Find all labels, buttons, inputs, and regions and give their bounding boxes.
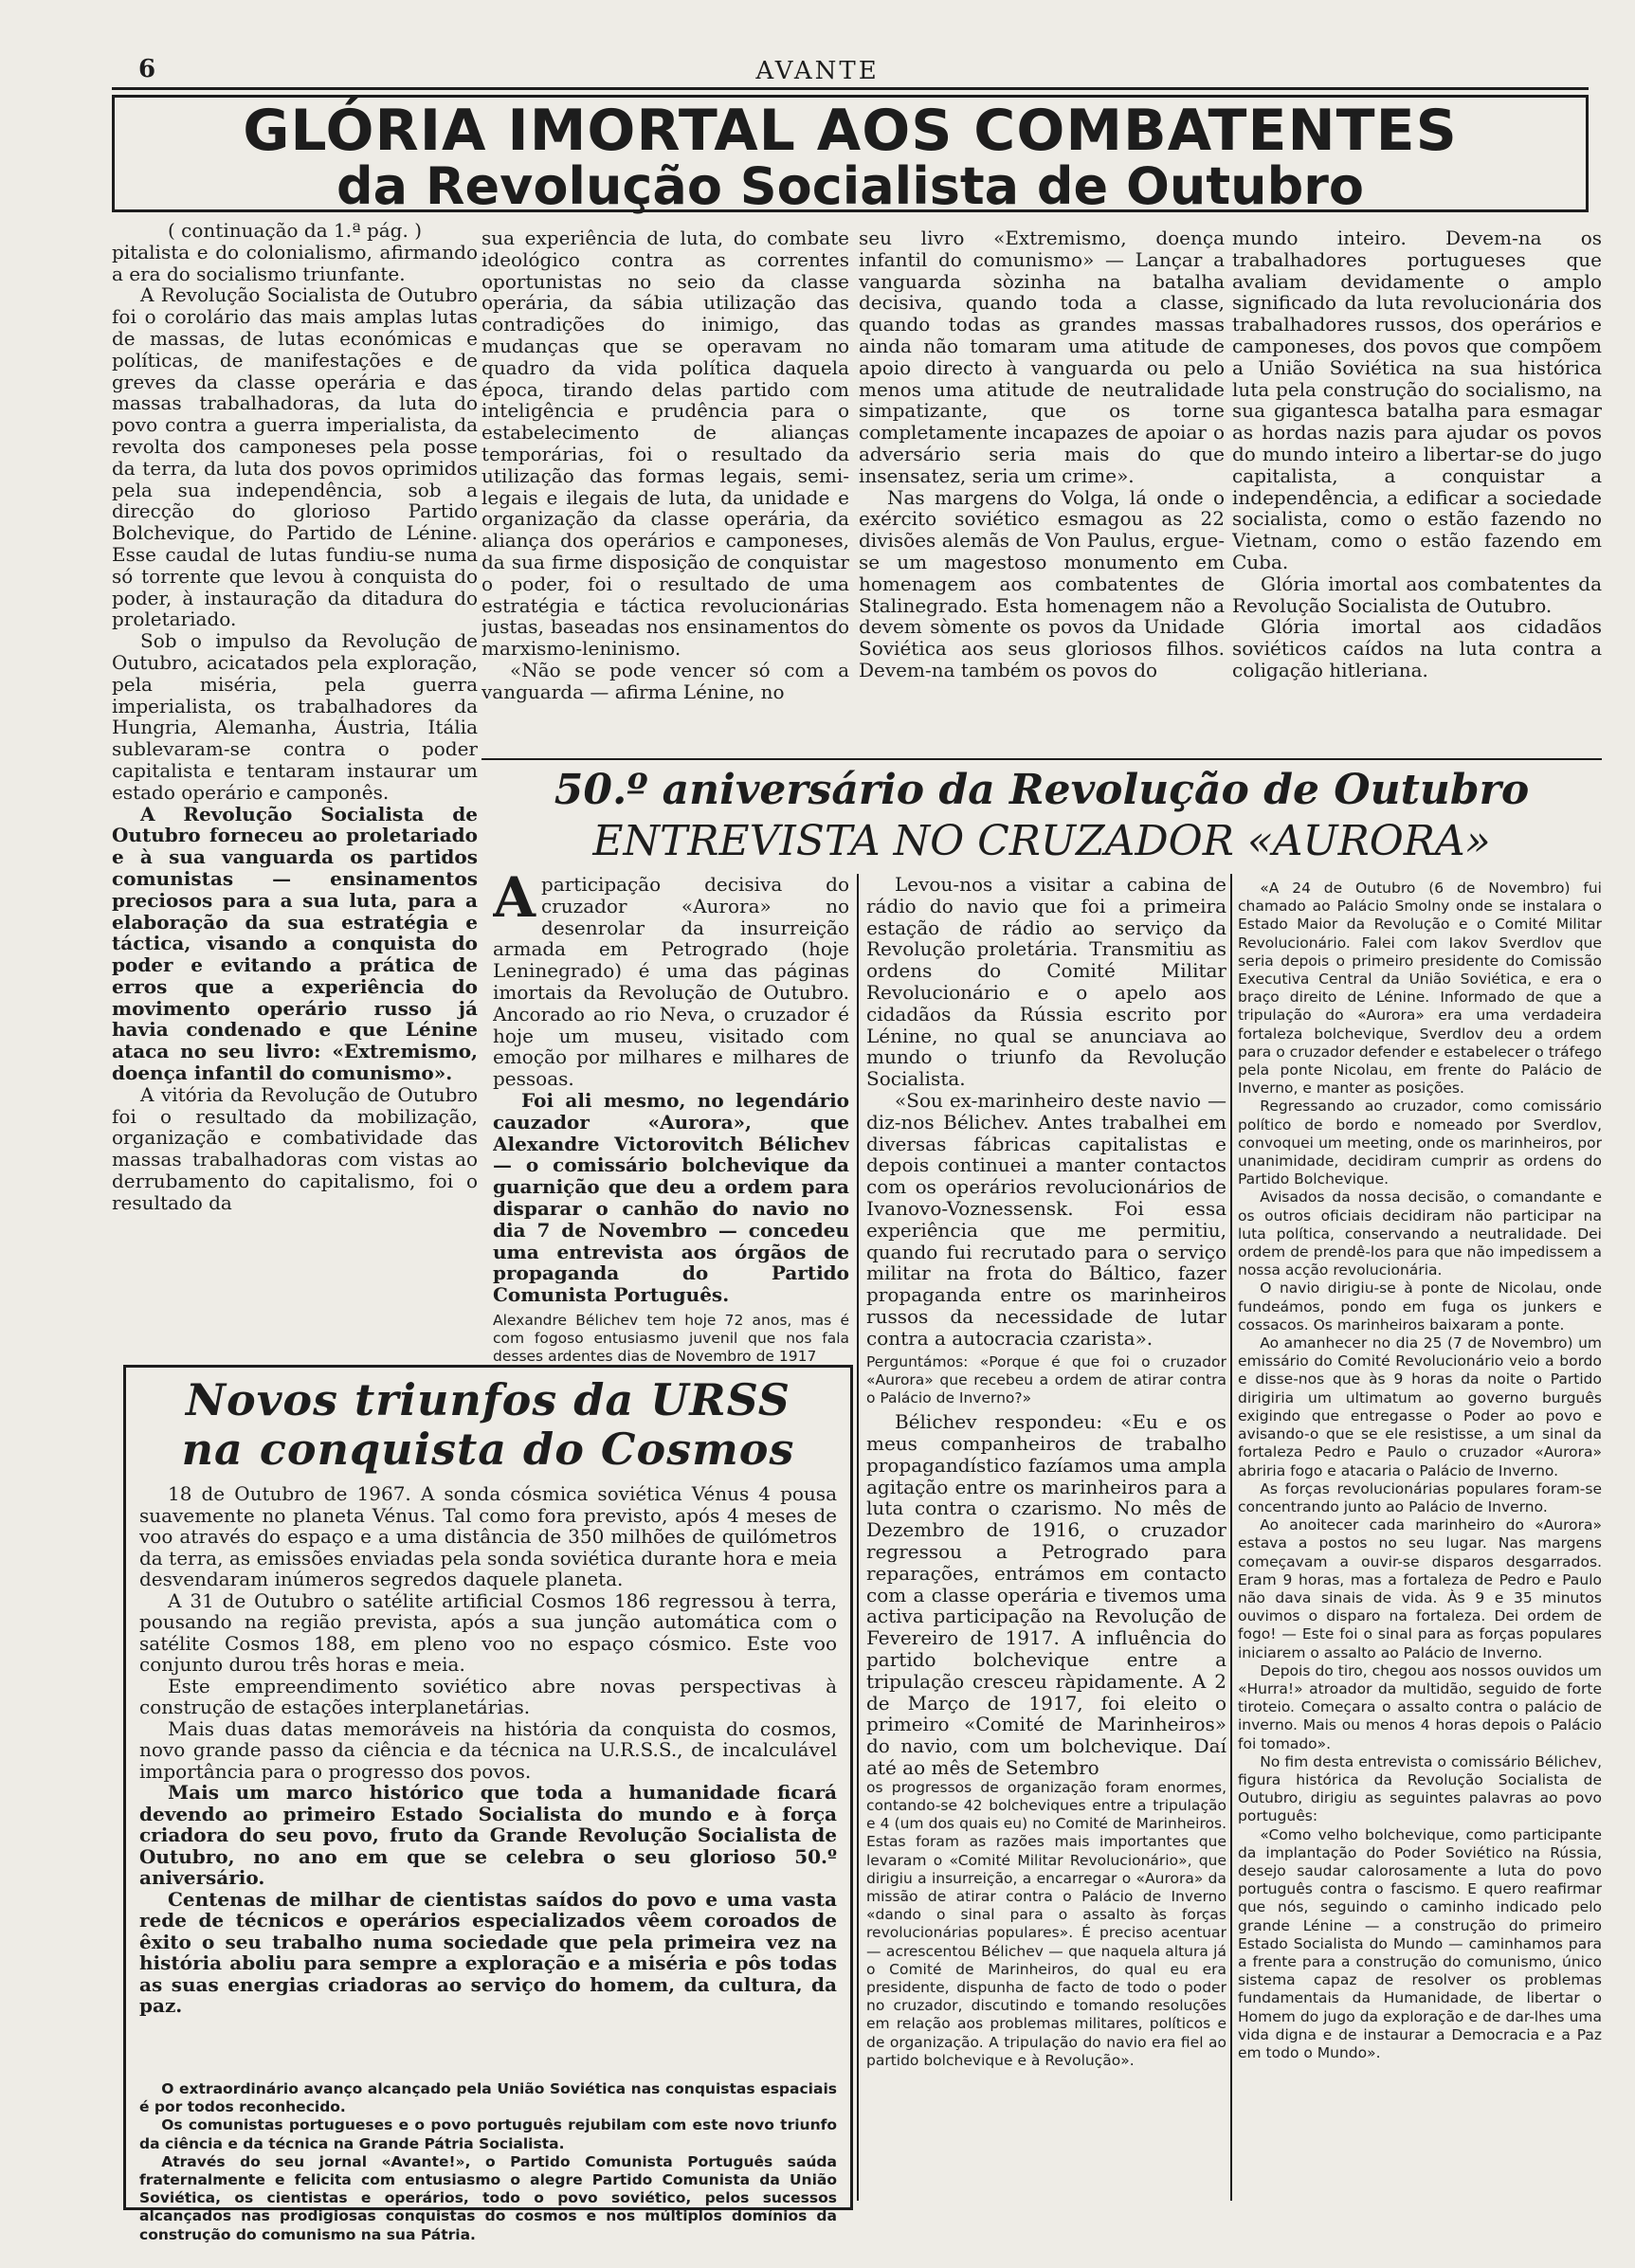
article-paragraph: Mais um marco histórico que toda a humanidade ficará devendo ao primeiro Estado Socialista do mundo e à força criadora do seu povo, fruto da Grande Revolução Socialista de Outubro, no ano em que se celebra o seu glorioso 50.º aniversário. bbox=[139, 1781, 837, 1889]
headline-line-2: da Revolução Socialista de Outubro bbox=[336, 156, 1364, 216]
article-paragraph: As forças revolucionárias populares foram-se concentrando junto ao Palácio de Inverno. bbox=[1238, 1479, 1602, 1515]
cosmos-article-box bbox=[123, 1365, 853, 2243]
article-paragraph: Este empreendimento soviético abre novas perspectivas à construção de estações interplanetárias. bbox=[139, 1674, 837, 1718]
article-paragraph: participação decisiva do cruzador «Aurora» no desenrolar da insurreição armada em Petrogrado (hoje Leninegrado) é uma das páginas imortais da Revolução de Outubro. Ancorado ao rio Neva, o cruzador é hoje um museu, visitado com emoção por milhares e milhares de pessoas. bbox=[493, 874, 849, 1091]
article-paragraph: A Revolução Socialista de Outubro forneceu ao proletariado e à sua vanguarda os partidos comunistas — ensinamentos preciosos para a sua luta, para a elaboração da sua estratégia e táctica, visando a conquista do poder e evitando a prática de erros que a experiência do movimento operário russo já havia condenado e que Lénine ataca no seu livro: «Extremismo, doença infantil do comunismo». bbox=[112, 802, 478, 1085]
publication-name: AVANTE bbox=[755, 57, 880, 85]
article-paragraph: Através do seu jornal «Avante!», o Partido Comunista Português saúda fraternalmente e felicita com entusiasmo o alegre Partido Comunista da União Soviética, os cientistas e operários, todo o povo soviético, pelos sucessos alcançados nas prodigiosas conquistas do cosmos e nos múltiplos domínios da construção do comunismo na sua Pátria. bbox=[139, 2152, 837, 2243]
article-paragraph: sua experiência de luta, do combate ideológico contra as correntes oportunistas no seio da classe operária, da sábia utilização das contradições do inimigo, das mudanças que se operavam no quadro da vida política daquela época, tirando delas partido com inteligência e prudência para o estabelecimento de alianças temporárias, foi o resultado da utilização das formas legais, semi-legais e ilegais de luta, da unidade e organização da classe operária, da aliança dos operários e camponeses, da sua firme disposição de conquistar o poder, foi o resultado de uma estratégia e táctica revolucionárias justas, baseadas nos ensinamentos do marxismo-leninismo. bbox=[481, 227, 849, 661]
article-paragraph: Mais duas datas memoráveis na história da conquista do cosmos, novo grande passo da ciência e da técnica na U.R.S.S., de incalculável importância para o progresso dos povos. bbox=[139, 1716, 837, 1783]
article-paragraph: pitalista e do colonialismo, afirmando a era do socialismo triunfante. bbox=[112, 240, 478, 285]
article-paragraph: Avisados da nossa decisão, o comandante e os outros oficiais decidiram não participar na luta política, conservando a neutralidade. Dei ordem de prendê-los para que não impedissem a nossa acção revolucionária. bbox=[1238, 1188, 1602, 1279]
drop-cap: A bbox=[493, 874, 536, 930]
article-paragraph: Glória imortal aos combatentes da Revolução Socialista de Outubro. bbox=[1232, 572, 1602, 617]
header-rule bbox=[112, 87, 1589, 90]
article-paragraph: Centenas de milhar de cientistas saídos do povo e uma vasta rede de técnicos e operários especializados vêem coroados de êxito o seu trabalho numa sociedade que pela primeira vez na história aboliu para sempre a exploração e a miséria e pôs todas as suas energias criadoras ao serviço do homem, da cultura, da paz. bbox=[139, 1887, 837, 2017]
column-divider bbox=[1230, 874, 1232, 2201]
main-article-column-4 bbox=[1232, 227, 1602, 751]
article-paragraph: 18 de Outubro de 1967. A sonda cósmica soviética Vénus 4 pousa suavemente no planeta Vénus. Tal como fora previsto, após 4 meses de voo através do espaço e a uma distância de 350 milhões de quilómetros da terra, as emissões enviadas pela sonda soviética durante hora e meia desvendaram inúmeros segredos daquele planeta. bbox=[139, 1483, 837, 1590]
article-paragraph: A Revolução Socialista de Outubro foi o corolário das mais amplas lutas de massas, de lutas económicas e políticas, de manifestações e de greves da classe operária e das massas trabalhadoras, da luta do povo contra a guerra imperialista, da revolta dos camponeses pela posse da terra, da luta dos povos oprimidos pela sua independência, sob a direcção do glorioso Partido Bolchevique, do Partido de Lénine. Esse caudal de lutas fundiu-se numa só torrente que levou à conquista do poder, à instauração da ditadura do proletariado. bbox=[112, 283, 478, 631]
article-paragraph: Ao amanhecer no dia 25 (7 de Novembro) um emissário do Comité Revolucionário veio a bordo e disse-nos que às 9 horas da noite o Partido dirigiria um ultimatum ao governo burguês exigindo que entregasse o Poder ao povo e avisando-o que se ele resistisse, a um sinal da fortaleza Pedro e Paulo o cruzador «Aurora» abriria fogo e atacaria o Palácio de Inverno. bbox=[1238, 1334, 1602, 1479]
section-rule bbox=[481, 758, 1602, 760]
cosmos-body bbox=[139, 1483, 837, 2080]
aurora-headline: ENTREVISTA NO CRUZADOR «AURORA» bbox=[592, 817, 1491, 865]
article-paragraph: Ao anoitecer cada marinheiro do «Aurora» estava a postos no seu lugar. Nas margens começavam a ouvir-se disparos desgarrados. Eram 9 horas, mas a fortaleza de Pedro e Paulo não dava sinais de vida. Às 9 e 35 minutos ouvimos o disparo na fortaleza. Dei ordem de fogo! — Este foi o sinal para as forças populares iniciarem o assalto ao Palácio de Inverno. bbox=[1238, 1516, 1602, 1661]
page-number: 6 bbox=[138, 55, 156, 83]
article-paragraph: Regressando ao cruzador, como comissário político de bordo e nomeado por Sverdlov, convoquei um meeting, onde os marinheiros, por unanimidade, decidiram cumprir as ordens do Partido Bolchevique. bbox=[1238, 1098, 1602, 1188]
cosmos-footnotes bbox=[139, 2080, 837, 2244]
main-article-column-1 bbox=[112, 220, 478, 1348]
main-article-column-2 bbox=[481, 227, 849, 751]
cosmos-title-line-1: Novos triunfos da URSS bbox=[185, 1374, 791, 1425]
article-paragraph: Nas margens do Volga, lá onde o exército soviético esmagou as 22 divisões alemãs de Von Paulus, ergue-se um magestoso monumento em homenagem aos combatentes de Stalinegrado. Esta homenagem não a devem sòmente os povos da Unidade Soviética aos seus gloriosos filhos. Devem-na também os povos do bbox=[859, 485, 1225, 681]
article-paragraph: Sob o impulso da Revolução de Outubro, acicatados pela exploração, pela miséria, pela guerra imperialista, os trabalhadores da Hungria, Alemanha, Áustria, Itália sublevaram-se contra o poder capitalista e tentaram instaurar um estado operário e camponês. bbox=[112, 629, 478, 804]
main-headline-banner bbox=[112, 95, 1589, 216]
article-small-text: os progressos de organização foram enormes, contando-se 42 bolcheviques entre a tripulação e 4 (um dos quais eu) no Comité de Marinheiros. Estas foram as razões mais importantes que levaram o «Comité Militar Revolucionário», que dirigiu a insurreição, a encarregar o «Aurora» da missão de atirar contra o Palácio de Inverno «dando o sinal para o assalto às forças revolucionárias populares». É preciso acentuar — acrescentou Bélichev — que naquela altura já o Comité de Marinheiros, do qual eu era presidente, dispunha de facto de todo o poder no cruzador, discutindo e tomando resoluções em relação aos problemas militares, políticos e de organização. A tripulação do navio era fiel ao partido bolchevique e à Revolução». bbox=[866, 1778, 1226, 2069]
article-paragraph: «Não se pode vencer só com a vanguarda — afirma Lénine, no bbox=[481, 658, 849, 703]
article-paragraph: Os comunistas portugueses e o povo português rejubilam com este novo triunfo da ciência e da técnica na Grande Pátria Socialista. bbox=[139, 2116, 837, 2152]
column-divider bbox=[857, 874, 859, 2201]
article-paragraph: O navio dirigiu-se à ponte de Nicolau, onde fundeámos, pondo em fuga os junkers e cossacos. Os marinheiros baixaram a ponte. bbox=[1238, 1279, 1602, 1334]
aurora-column-3 bbox=[1238, 880, 1602, 2206]
aurora-kicker: 50.º aniversário da Revolução de Outubro bbox=[554, 766, 1530, 814]
article-paragraph: Levou-nos a visitar a cabina de rádio do navio que foi a primeira estação de rádio ao serviço da Revolução proletária. Transmitiu as ordens do Comité Militar Revolucionário e o apelo aos cidadãos da Rússia escrito por Lénine, no qual se anunciava ao mundo o triunfo da Revolução Socialista. bbox=[866, 874, 1226, 1091]
photo-caption: Alexandre Bélichev tem hoje 72 anos, mas é com fogoso entusiasmo juvenil que nos fala desses ardentes dias de Novembro de 1917 bbox=[493, 1311, 849, 1366]
main-article-column-3 bbox=[859, 227, 1225, 751]
article-paragraph: mundo inteiro. Devem-na os trabalhadores portugueses que avaliam devidamente o amplo significado da luta revolucionária dos trabalhadores russos, dos operários e camponeses, dos povos que compõem a União Soviética na sua histórica luta pela construção do socialismo, na sua gigantesca batalha para esmagar as hordas nazis para ajudar os povos do mundo inteiro a libertar-se do jugo capitalista, a conquistar a independência, a edificar a sociedade socialista, como o estão fazendo no Vietnam, como o estão fazendo em Cuba. bbox=[1232, 227, 1602, 573]
article-paragraph: «A 24 de Outubro (6 de Novembro) fui chamado ao Palácio Smolny onde se instalara o Estado Maior da Revolução e o Comité Militar Revolucionário. Falei com Iakov Sverdlov que seria depois o primeiro presidente do Comissão Executiva Central da União Soviética, e era o braço direito de Lénine. Informado de que a tripulação do «Aurora» era uma verdadeira fortaleza bolchevique, Sverdlov deu a ordem para o cruzador defender e estabelecer o tráfego pela ponte Nicolau, em frente do Palácio de Inverno, e manter as posições. bbox=[1238, 880, 1602, 1098]
interview-question: Perguntámos: «Porque é que foi o cruzador «Aurora» que recebeu a ordem de atirar contra o Palácio de Inverno?» bbox=[866, 1352, 1226, 1406]
article-paragraph: No fim desta entrevista o comissário Bélichev, figura histórica da Revolução Socialista de Outubro, dirigiu as seguintes palavras ao povo português: bbox=[1238, 1752, 1602, 1825]
article-paragraph: «Como velho bolchevique, como participante da implantação do Poder Soviético na Rússia, desejo saudar calorosamente a luta do povo português contra o fascismo. E quero reafirmar que nós, seguindo o caminho indicado pelo grande Lénine — a construção do primeiro Estado Socialista do Mundo — caminhamos para a frente para a construção do comunismo, único sistema capaz de resolver os problemas fundamentais da Humanidade, de libertar o Homem do jugo da exploração e de dar-lhes uma vida digna e de instaurar a Democracia e a Paz em todo o Mundo». bbox=[1238, 1825, 1602, 2061]
aurora-column-2 bbox=[866, 874, 1226, 2210]
article-paragraph: A vitória da Revolução de Outubro foi o resultado da mobilização, organização e combatividade das massas trabalhadoras com vistas ao derrubamento do capitalismo, foi o resultado da bbox=[112, 1082, 478, 1214]
article-paragraph: seu livro «Extremismo, doença infantil do comunismo» — Lançar a vanguarda sòzinha na batalha decisiva, quando toda a classe, quando todas as grandes massas ainda não tomaram uma atitude de apoio directo à vanguarda ou pelo menos uma atitude de neutralidade simpatizante, que os torne completamente incapazes de apoiar o adversário seria mais do que insensatez, seria um crime». bbox=[859, 227, 1225, 487]
article-paragraph: Foi ali mesmo, no legendário cauzador «Aurora», que Alexandre Victorovitch Bélichev — o comissário bolchevique da guarnição que deu a ordem para disparar o canhão do navio no dia 7 de Novembro — concedeu uma entrevista aos órgãos de propaganda do Partido Comunista Português. bbox=[493, 1088, 849, 1307]
article-paragraph: O extraordinário avanço alcançado pela União Soviética nas conquistas espaciais é por todos reconhecido. bbox=[139, 2080, 837, 2116]
cosmos-title-line-2: na conquista do Cosmos bbox=[181, 1424, 795, 1475]
article-paragraph: A 31 de Outubro o satélite artificial Cosmos 186 regressou à terra, pousando na região prevista, após a sua junção automática com o satélite Cosmos 188, em pleno voo no espaço cósmico. Este voo conjunto durou três horas e meia. bbox=[139, 1588, 837, 1676]
aurora-intro bbox=[493, 874, 849, 1374]
article-paragraph: Glória imortal aos cidadãos soviéticos caídos na luta contra a coligação hitleriana. bbox=[1232, 615, 1602, 681]
continuation-note: ( continuação da 1.ª pág. ) bbox=[168, 220, 422, 242]
article-paragraph: «Sou ex-marinheiro deste navio — diz-nos Bélichev. Antes trabalhei em diversas fábricas capitalistas e depois continuei a manter contactos com os operários revolucionários de Ivanovo-Voznessensk. Foi essa experiência que me permitiu, quando fui recrutado para o serviço militar na frota do Báltico, fazer propaganda entre os marinheiros russos da necessidade de lutar contra a autocracia czarista». bbox=[866, 1088, 1226, 1350]
headline-line-1: GLÓRIA IMORTAL AOS COMBATENTES bbox=[243, 98, 1458, 164]
article-paragraph: Depois do tiro, chegou aos nossos ouvidos um «Hurra!» atroador da multidão, seguido de forte tiroteio. Começara o assalto contra o palácio de inverno. Mais ou menos 4 horas depois o Palácio foi tomado». bbox=[1238, 1661, 1602, 1752]
article-paragraph: Bélichev respondeu: «Eu e os meus companheiros de trabalho propagandístico fazíamos uma ampla agitação entre os marinheiros para a luta contra o czarismo. No mês de Dezembro de 1916, o cruzador regressou a Petrogrado para reparações, entrámos em contacto com a classe operária e tivemos uma activa participação na Revolução de Fevereiro de 1917. A influência do partido bolchevique entre a tripulação cresceu ràpidamente. A 2 de Março de 1917, foi eleito o primeiro «Comité de Marinheiros» do navio, com um bolchevique. Daí até ao mês de Setembro bbox=[866, 1410, 1226, 1779]
